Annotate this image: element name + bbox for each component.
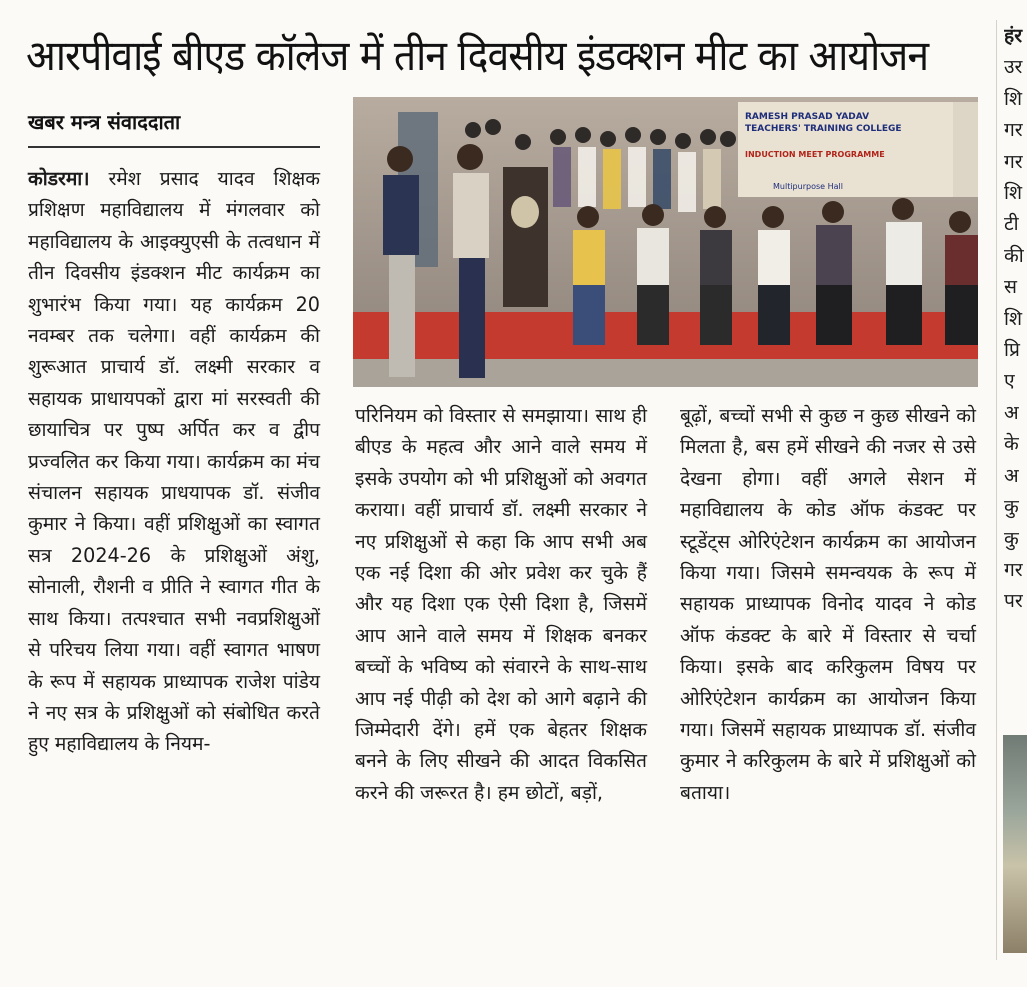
banner-line-1: RAMESH PRASAD YADAV bbox=[745, 112, 870, 122]
neighbor-line: स bbox=[1004, 275, 1017, 299]
column-3-text: बूढ़ों, बच्चों सभी से कुछ न कुछ सीखने को मिलता है, बस हमें सीखने की नजर से उसे देखना होगा। वहीं अगले सेशन में महाविद्यालय के कोड ऑफ कंडक्ट पर स्टूडेंट्स ओरिएंटेशन कार्यक्रम का आयोजन किया गया। जिसमे समन्वयक के रूप में सहायक प्राध्यापक विनोद यादव ने कोड ऑफ कंडक्ट के बारे में विस्तार से चर्चा किया। इसके बाद करिकुलम विषय पर ओरिएंटेशन कार्यक्रम का आयोजन किया गया। जिसमें सहायक प्राध्यापक डॉ. संजीव कुमार ने करिकुलम के बारे में प्रशिक्षुओं को बताया। bbox=[680, 404, 976, 804]
event-photo bbox=[353, 97, 978, 387]
neighbor-line: प्रि bbox=[1004, 338, 1020, 362]
banner-line-3: INDUCTION MEET PROGRAMME bbox=[745, 150, 885, 159]
neighbor-line: गर bbox=[1004, 557, 1023, 581]
column-1-text: रमेश प्रसाद यादव शिक्षक प्रशिक्षण महाविद्यालय में मंगलवार को महाविद्यालय के आइक्युएसी के तत्वधान में तीन दिवसीय इंडक्शन मीट कार्यक्रम का शुभारंभ किया गया। यह कार्यक्रम 20 नवम्बर तक चलेगा। वहीं कार्यक्रम की शुरूआत प्राचार्य डॉ. लक्ष्मी सरकार व सहायक प्राधायपकों द्वारा मां सरस्वती की छायाचित्र पर पुष्प अर्पित कर व द्वीप प्रज्वलित कर किया गया। कार्यक्रम का मंच संचालन सहायक प्राधयापक डॉ. संजीव कुमार ने किया। वहीं प्रशिक्षुओं का स्वागत सत्र 2024-26 के प्रशिक्षुओं अंशु, सोनाली, रौशनी व प्रीति ने स्वागत गीत के साथ किया। तत्पश्चात सभी नवप्रशिक्षुओं से परिचय लिया गया। वहीं स्वागत भाषण के रूप में सहायक प्राध्यापक राजेश पांडेय ने नए सत्र के प्रशिक्षुओं को संबोधित करते हुए महाविद्यालय के नियम- bbox=[28, 167, 320, 756]
byline: खबर मन्त्र संवाददाता bbox=[28, 110, 181, 134]
neighbor-line: हंर bbox=[1004, 24, 1023, 47]
column-divider bbox=[996, 20, 997, 960]
dateline: कोडरमा। bbox=[28, 167, 90, 190]
neighbor-article-fragment bbox=[1004, 20, 1027, 625]
neighbor-line: पर bbox=[1004, 589, 1023, 613]
byline-divider bbox=[28, 146, 320, 148]
neighbor-line: कु bbox=[1004, 526, 1019, 550]
neighbor-line: अ bbox=[1004, 400, 1019, 424]
neighbor-line: शि bbox=[1004, 306, 1023, 330]
neighbor-line: उर bbox=[1004, 55, 1023, 79]
article-column-1 bbox=[28, 163, 320, 760]
banner-line-2: TEACHERS' TRAINING COLLEGE bbox=[745, 124, 902, 134]
neighbor-line: ए bbox=[1004, 369, 1015, 393]
neighbor-line: की bbox=[1004, 243, 1024, 267]
neighbor-line: के bbox=[1004, 432, 1019, 456]
banner-line-4: Multipurpose Hall bbox=[773, 182, 843, 191]
column-2-text: परिनियम को विस्तार से समझाया। साथ ही बीएड के महत्व और आने वाले समय में इसके उपयोग को भी प्रशिक्षुओं को अवगत कराया। वहीं प्राचार्य डॉ. लक्ष्मी सरकार ने नए प्रशिक्षुओं से कहा कि आप सभी अब एक नई दिशा की ओर प्रवेश कर चुके हैं और यह दिशा एक ऐसी दिशा है, जिसमें आप आने वाले समय में शिक्षक बनकर बच्चों के भविष्य को संवारने के साथ-साथ आप नई पीढ़ी को देश को आगे बढ़ाने की जिम्मेदारी देंगे। हमें एक बेहतर शिक्षक बनने के लिए सीखने की आदत विकसित करने की जरूरत है। हम छोटों, बड़ों, bbox=[355, 404, 647, 804]
neighbor-line: शि bbox=[1004, 181, 1023, 205]
neighbor-line: गर bbox=[1004, 149, 1023, 173]
neighbor-line: टी bbox=[1004, 212, 1019, 236]
neighbor-line: शि bbox=[1004, 86, 1023, 110]
article-headline: आरपीवाई बीएड कॉलेज में तीन दिवसीय इंडक्शन मीट का आयोजन bbox=[26, 31, 929, 80]
neighbor-line: कु bbox=[1004, 495, 1019, 519]
article-column-2 bbox=[355, 400, 647, 808]
article-column-3 bbox=[680, 400, 976, 808]
neighbor-photo-fragment bbox=[1003, 735, 1027, 953]
neighbor-line: गर bbox=[1004, 118, 1023, 142]
neighbor-line: अ bbox=[1004, 463, 1019, 487]
